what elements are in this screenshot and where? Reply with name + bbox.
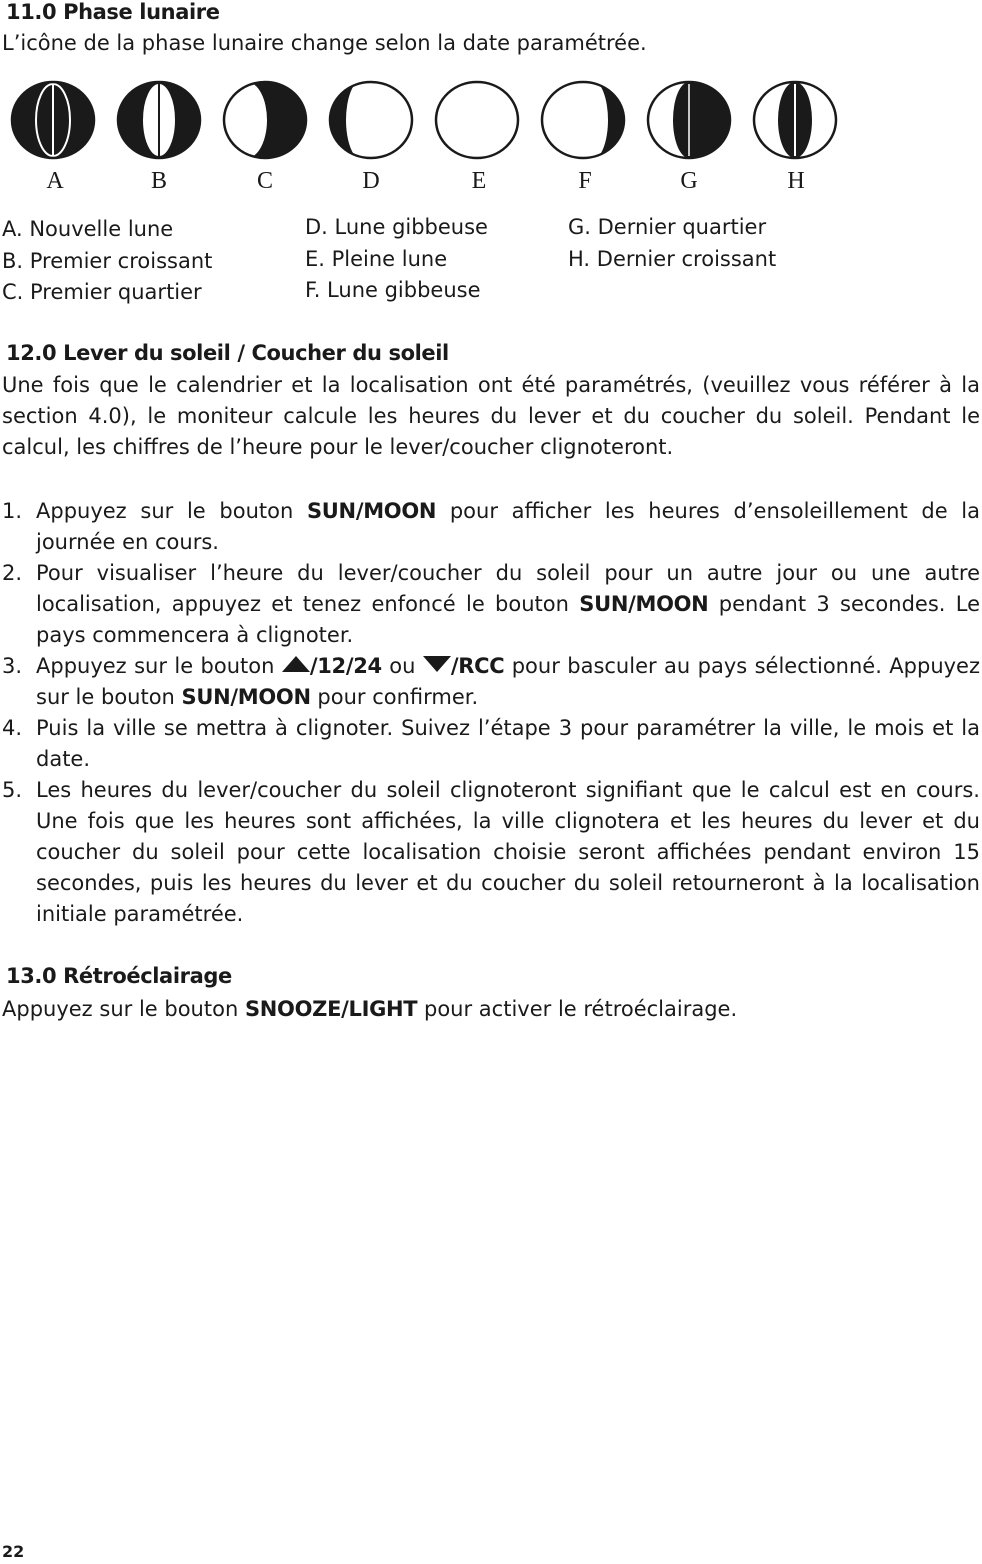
step-text: pour confirmer. bbox=[310, 685, 479, 709]
button-ref: /RCC bbox=[450, 654, 505, 678]
triangle-down-icon bbox=[423, 656, 451, 672]
triangle-up-icon bbox=[282, 656, 310, 672]
list-item bbox=[2, 775, 980, 930]
moon-phase-c-icon bbox=[224, 76, 317, 176]
legend-item: G. Dernier quartier bbox=[568, 215, 767, 239]
legend-item: E. Pleine lune bbox=[305, 246, 448, 271]
section-11-title: 11.0 Phase lunaire bbox=[6, 0, 220, 24]
body-text: Appuyez sur le bouton bbox=[2, 997, 245, 1021]
step-text: Appuyez sur le bouton bbox=[36, 499, 307, 523]
legend-item: F. Lune gibbeuse bbox=[305, 278, 481, 302]
moon-letter-b: B bbox=[150, 168, 168, 194]
moon-phase-icons bbox=[0, 76, 860, 200]
page-number: 22 bbox=[2, 1542, 25, 1561]
section-13-text bbox=[2, 994, 980, 1025]
section-13-title: 13.0 Rétroéclairage bbox=[6, 964, 232, 988]
legend-item: A. Nouvelle lune bbox=[2, 217, 174, 241]
button-ref: /12/24 bbox=[309, 654, 382, 678]
step-number: 2. bbox=[2, 561, 23, 585]
button-ref: SNOOZE/LIGHT bbox=[244, 997, 418, 1021]
section-11-intro: L’icône de la phase lunaire change selon la date paramétrée. bbox=[2, 31, 647, 55]
step-text: pendant 3 secondes. Le pays commencera à clignoter. bbox=[36, 592, 981, 647]
step-text: Pour visualiser l’heure du lever/coucher du soleil pour un autre jour ou une autre localisation, appuyez et tenez enfoncé le bouton bbox=[36, 561, 980, 616]
step-number: 1. bbox=[2, 499, 23, 523]
step-number: 5. bbox=[2, 778, 23, 802]
moon-letter-g: G bbox=[680, 168, 698, 194]
moon-phase-e-icon bbox=[436, 82, 518, 158]
list-item bbox=[2, 496, 980, 558]
step-number: 3. bbox=[2, 654, 23, 678]
moon-letter-h: H bbox=[787, 168, 805, 194]
step-text: Les heures du lever/coucher du soleil clignoteront signifiant que le calcul est en cours. Une fois que les heures sont affichées, la ville clignotera et les heures du lever et du coucher du soleil pour cette localisation choisie seront affichées pendant environ 15 secondes, puis les heures du lever et du coucher du soleil retourneront à la localisation initiale paramétrée. bbox=[36, 778, 980, 926]
list-item bbox=[2, 558, 980, 651]
moon-letter-f: F bbox=[578, 168, 592, 194]
section-12-intro: Une fois que le calendrier et la localisation ont été paramétrés, (veuillez vous référer à la section 4.0), le moniteur calcule les heures du lever et du coucher du soleil. Pendant le calcul, les chiffres de l’heure pour le lever/coucher clignoteront. bbox=[2, 373, 980, 459]
moon-phase-d-icon bbox=[323, 80, 412, 160]
legend-item: B. Premier croissant bbox=[2, 248, 213, 273]
moon-phase-g-icon bbox=[648, 76, 739, 176]
moon-letter-e: E bbox=[471, 168, 487, 194]
moon-letter-a: A bbox=[46, 168, 64, 194]
moon-legend-col-1 bbox=[2, 214, 212, 309]
body-text: pour activer le rétroéclairage. bbox=[417, 997, 738, 1021]
step-text: Puis la ville se mettra à clignoter. Suivez l’étape 3 pour paramétrer la ville, le mois et la date. bbox=[36, 716, 980, 771]
legend-item: H. Dernier croissant bbox=[568, 246, 777, 271]
moon-legend-col-3 bbox=[568, 212, 776, 275]
legend-item: D. Lune gibbeuse bbox=[305, 215, 488, 239]
list-item bbox=[2, 713, 980, 775]
moon-letter-c: C bbox=[256, 168, 274, 194]
step-text: ou bbox=[381, 654, 423, 678]
moon-legend-col-2 bbox=[305, 212, 488, 307]
list-item bbox=[2, 651, 980, 713]
button-ref: SUN/MOON bbox=[579, 592, 709, 616]
step-number: 4. bbox=[2, 716, 23, 740]
step-text: Appuyez sur le bouton bbox=[36, 654, 282, 678]
section-12-title: 12.0 Lever du soleil / Coucher du soleil bbox=[6, 341, 449, 365]
moon-phase-b-icon bbox=[118, 82, 200, 158]
button-ref: SUN/MOON bbox=[181, 685, 311, 709]
moon-letter-d: D bbox=[362, 168, 380, 194]
step-text: pour afficher les heures d’ensoleillement de la journée en cours. bbox=[36, 499, 980, 554]
legend-item: C. Premier quartier bbox=[2, 280, 202, 304]
sun-moon-steps bbox=[2, 496, 980, 930]
moon-phase-a-icon bbox=[12, 82, 94, 158]
moon-phase-f-icon bbox=[542, 80, 631, 160]
step-text: pour basculer au pays sélectionné. Appuyez sur le bouton bbox=[36, 654, 980, 709]
moon-phase-h-icon bbox=[754, 82, 836, 158]
button-ref: SUN/MOON bbox=[306, 499, 437, 523]
